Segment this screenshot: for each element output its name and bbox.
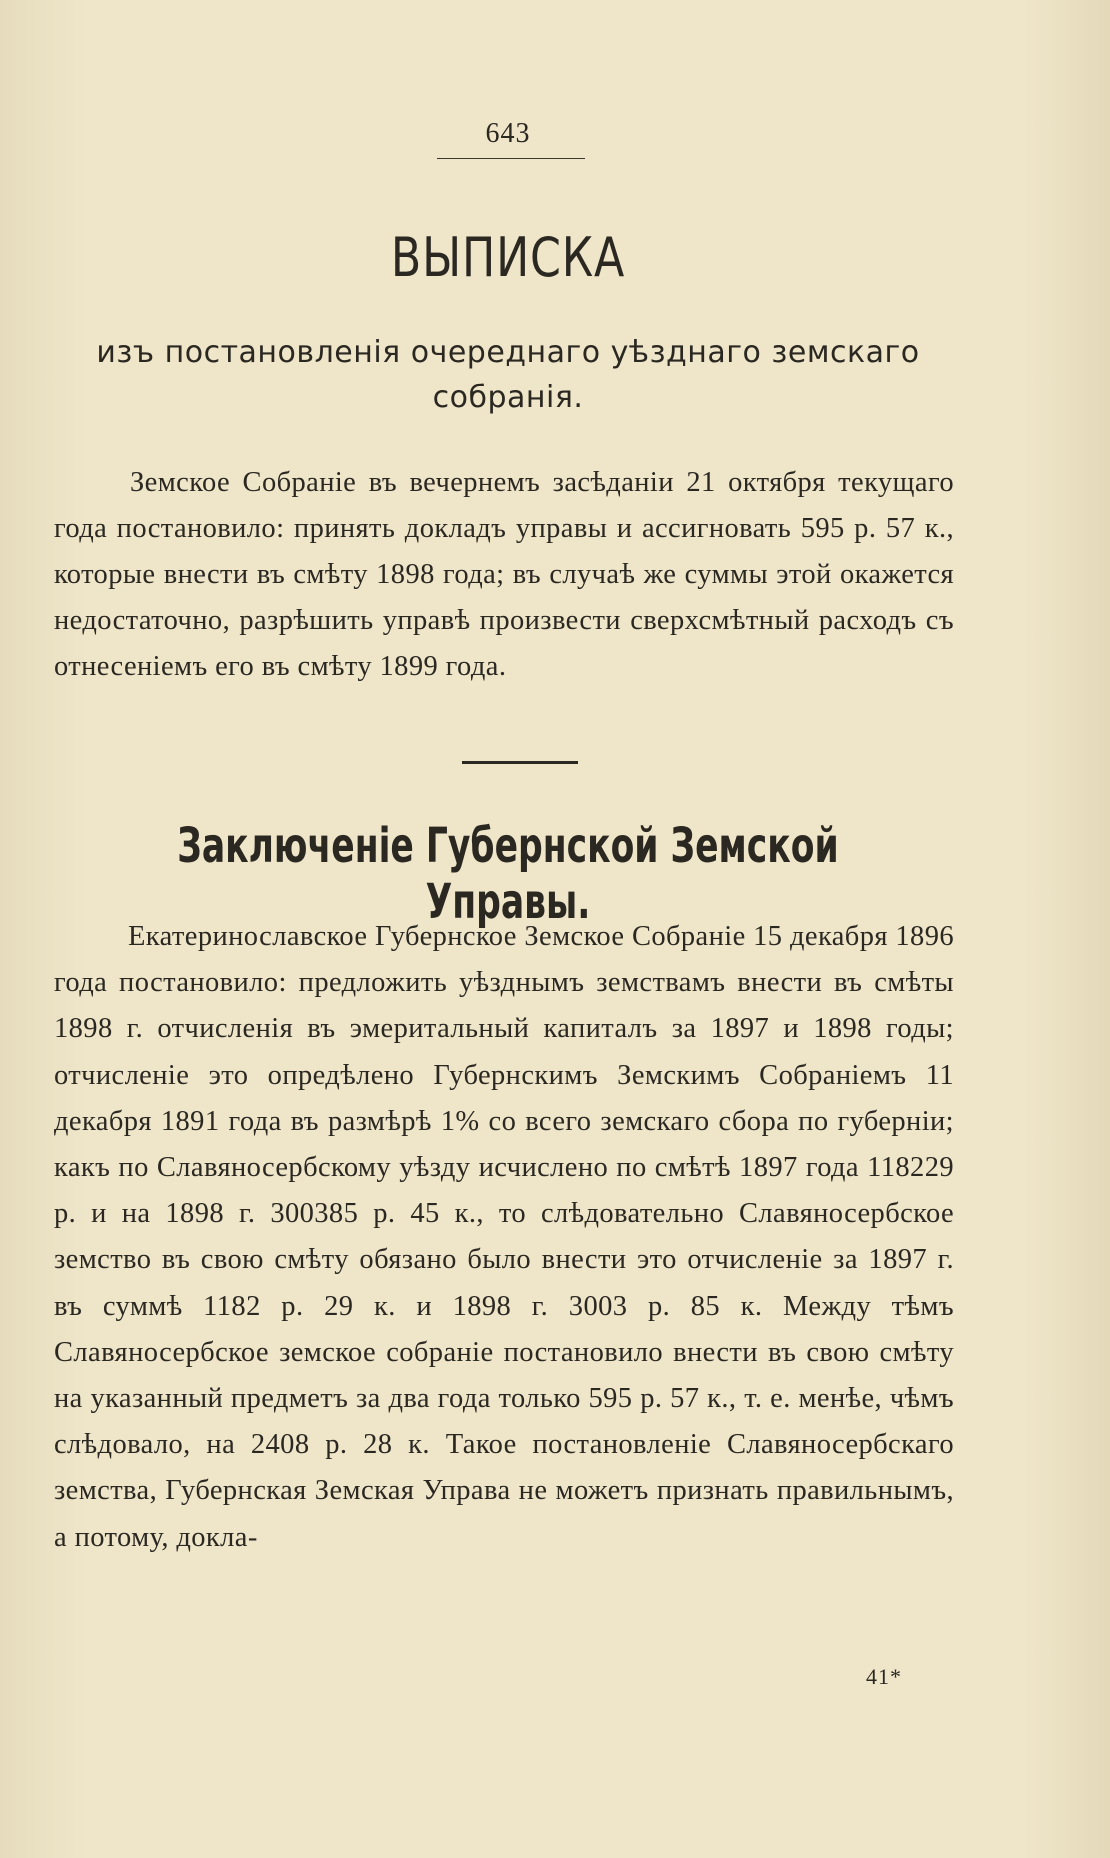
document-title: ВЫПИСКА [390, 226, 626, 289]
header-rule [437, 158, 585, 159]
document-subtitle: изъ постановленія очереднаго уѣзднаго земскаго собранія. [96, 335, 920, 415]
paragraph-resolution: Земское Собраніе въ вечернемъ засѣданіи 21 октября текущаго года постановило: принять докладъ управы и ассигновать 595 р. 57 к., которые внести въ смѣту 1898 года; въ случаѣ же суммы этой окажется недостаточно, разрѣшить управѣ произвести сверхсмѣтный расходъ съ отнесеніемъ его въ смѣту 1899 года. [54, 467, 954, 682]
signature-mark: 41* [866, 1664, 902, 1689]
page-number: 643 [485, 118, 531, 149]
section-heading: Заключеніе Губернской Земской Управы. [177, 818, 839, 930]
section-divider [462, 761, 578, 764]
paragraph-conclusion: Екатеринославское Губернское Земское Собраніе 15 декабря 1896 года постановило: предложить уѣзднымъ земствамъ внести въ смѣты 1898 г. отчисленія въ эмеритальный капиталъ за 1897 и 1898 годы; отчисленіе это опредѣлено Губернскимъ Земскимъ Собраніемъ 11 декабря 1891 года въ размѣрѣ 1% со всего земскаго сбора по губерніи; какъ по Славяносербскому уѣзду исчислено по смѣтѣ 1897 года 118229 р. и на 1898 г. 300385 р. 45 к., то слѣдовательно Славяносербское земство въ свою смѣту обязано было внести это отчисленіе за 1897 г. въ суммѣ 1182 р. 29 к. и 1898 г. 3003 р. 85 к. Между тѣмъ Славяносербское земское собраніе постановило внести въ свою смѣту на указанный предметъ за два года только 595 р. 57 к., т. е. менѣе, чѣмъ слѣдовало, на 2408 р. 28 к. Такое постановленіе Славяносербскаго земства, Губернская Земская Управа не можетъ признать правильнымъ, а потому, докла- [54, 921, 954, 1553]
